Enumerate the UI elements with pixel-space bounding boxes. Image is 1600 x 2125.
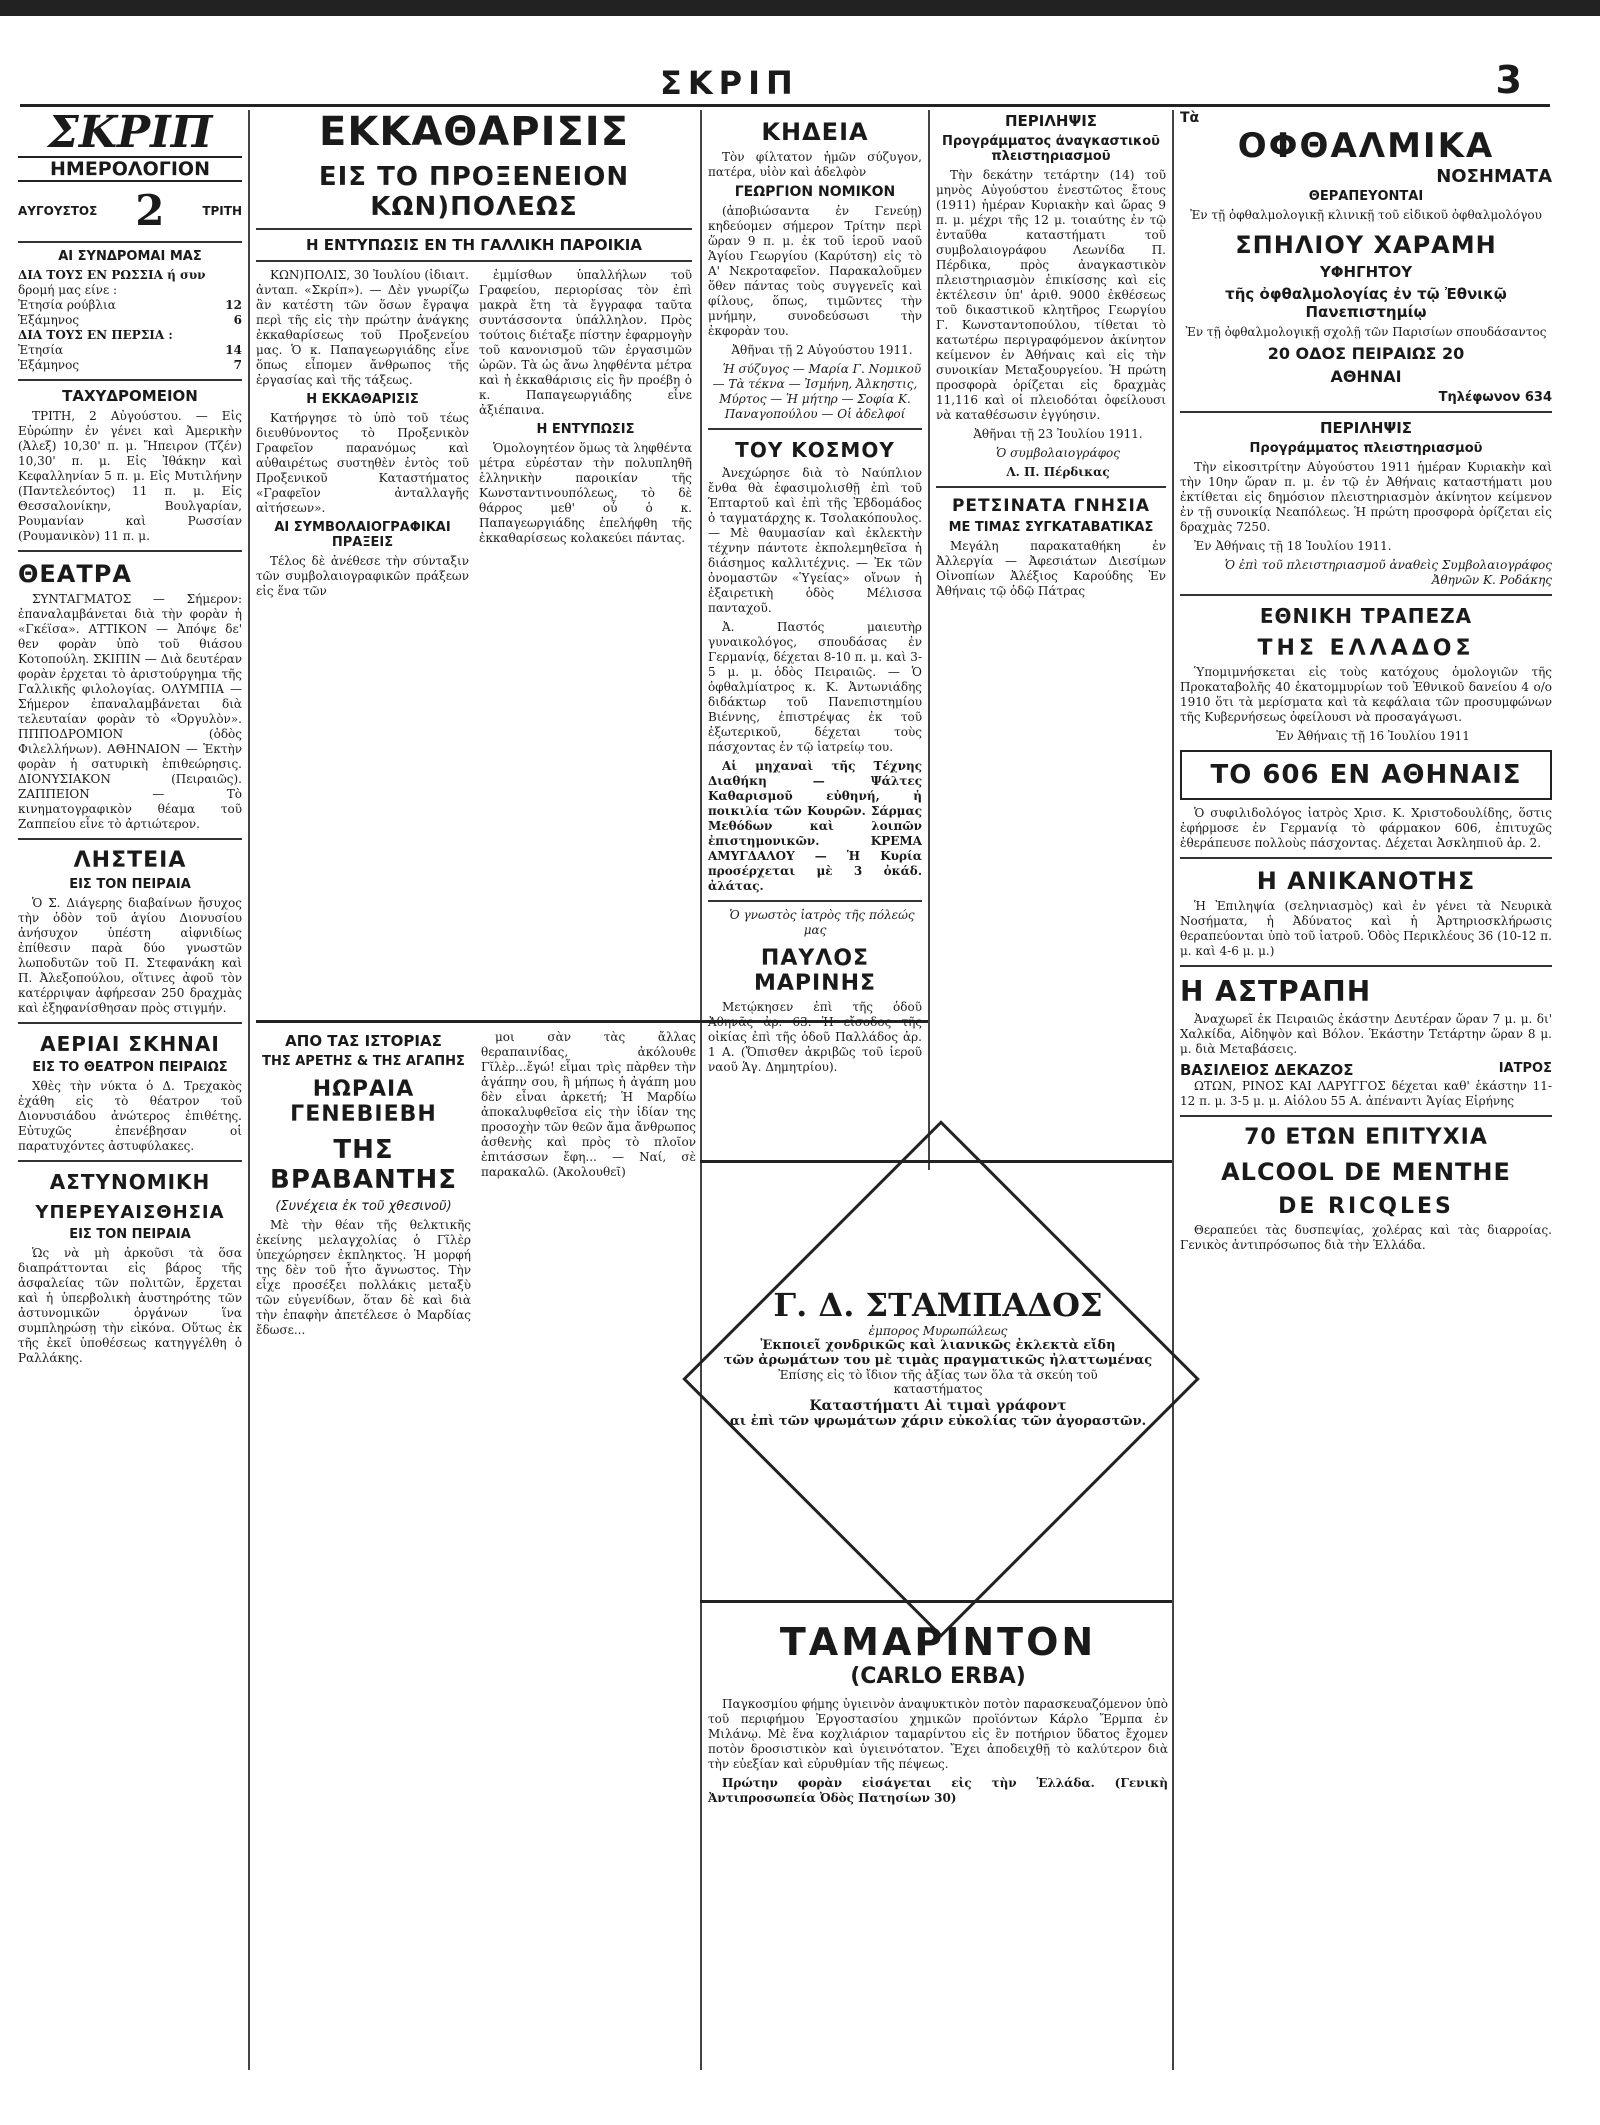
auction-sign-role: Ὁ συμβολαιογράφος [996,446,1120,460]
bank-title: ΕΘΝΙΚΗ ΤΡΑΠΕΖΑ [1259,604,1473,628]
stampados-ad [708,1176,1168,1576]
robbery-text: Ὁ Σ. Διάγερης διαβαίνων ἤσυχος τὴν ὁδὸν τοῦ ἁγίου Διονυσίου ἀνήσυχον ὑπέστη αἰφνιδίως ἐπίθεσιν παρὰ δύο γνωστῶν λωποδυτῶν τοῦ Π. Στεφανάκη καὶ Π. Ἀλεξοπούλου, οἵτινες ἀφοῦ τὸν κατέρριψαν ἀφήρεσαν 250 δραχμὰς καὶ ἐξηφανίσθησαν πρὸς στιγμήν. [18,896,242,1015]
subscriptions-title: ΑΙ ΣΥΝΔΡΟΜΑΙ ΜΑΣ [58,249,202,264]
row-label: Ἐτησία [18,343,64,357]
divider [708,428,922,430]
divider [1180,411,1552,413]
column-rule [1172,110,1174,2070]
impotence-title: Η ΑΝΙΚΑΝΟΤΗΣ [1256,867,1476,895]
tamarindo-subtitle: (CARLO ERBA) [850,1664,1026,1689]
eye-note: Ἐν τῇ ὀφθαλμολογικῇ σχολῇ τῶν Παρισίων σπουδάσαντος [1185,325,1547,339]
article-title-2: ΕΙΣ ΤΟ ΠΡΟΞΕΝΕΙΟΝ ΚΩΝ)ΠΟΛΕΩΣ [318,162,630,222]
novel-col-b [481,1030,696,1342]
divider [936,486,1166,488]
eye-title: ΟΦΘΑΛΜΙΚΑ [1237,126,1495,166]
eye-doctor-tag-2: τῆς ὀφθαλμολογίας ἐν τῷ Ἐθνικῷ Πανεπιστημίῳ [1225,285,1507,321]
stampados-line-2: Ἐκποιεῖ χονδρικῶς καὶ λιανικῶς ἐκλεκτὰ εἴδη [760,1338,1116,1353]
stampados-line-4: Ἐπίσης εἰς τὸ ἴδιον τῆς ἀξίας των ὅλα τὰ σκεύη τοῦ καταστήματος [778,1368,1098,1396]
divider [18,838,242,840]
novel-title: ΗΩΡΑΙΑ ΓΕΝΕΒΙΕΒΗ [290,1077,437,1127]
divider [18,1160,242,1162]
doctor-intro: Ὁ γνωστὸς ἰατρὸς τῆς πόλεώς μας [729,908,915,937]
masthead-rule [20,104,1550,107]
funeral-intro: Τὸν φίλτατον ἡμῶν σύζυγον, πατέρα, υἱὸν καὶ ἀδελφὸν [708,150,922,179]
section-title: Η ΕΚΚΑΘΑΡΙΣΙΣ [306,392,419,407]
auction-sign-name: Λ. Π. Πέρδικας [1006,465,1110,479]
novel-body [256,1030,696,1342]
box-606 [1180,750,1552,800]
auction2-sign: Ὁ ἐπὶ τοῦ πλειστηριασμοῦ ἀναθεὶς Συμβολαιογράφος Ἀθηνῶν Κ. Ροδάκης [1224,558,1552,587]
divider [1180,594,1552,596]
article-title: ΕΚΚΑΘΑΡΙΣΙΣ [319,110,629,155]
calendar-heading: ΗΜΕΡΟΛΟΓΙΟΝ [18,156,242,182]
row-label: Ἐτησία ρούβλια [18,298,116,312]
section-text: Κατήργησε τὸ ὑπὸ τοῦ τέως διευθύνοντος τὸ Προξενικὸν Γραφεῖον παρανόμως καὶ αὐθαιρέτως συστηθὲν ἐντὸς τοῦ Προξενικοῦ Καταστήματος «Γραφεῖον ἀνταλλαγῆς αἰτήσεων». [256,411,469,515]
divider [1180,965,1552,967]
police-subtitle: ΕΙΣ ΤΟΝ ΠΕΙΡΑΙΑ [69,1227,191,1242]
masthead [0,58,1600,104]
robbery-subtitle: ΕΙΣ ΤΟΝ ΠΕΙΡΑΙΑ [69,877,191,892]
article-col-a [256,268,469,603]
theatres-text: ΣΥΝΤΑΓΜΑΤΟΣ — Σήμερον: ἐπαναλαμβάνεται διὰ τὴν φορὰν ἡ «Γκέϊσα». ΑΤΤΙΚΟΝ — Ἀπόψε δε' θεν φορὰν ὑπὸ τοῦ θιάσου Κοτοπούλη. ΣΚΙΠΙΝ — Διὰ δευτέραν φορὰν ἐρχεται τὸ ἀριστούργημα τῆς Γαλλικῆς φιλολογίας. ΟΛΥΜΠΙΑ — Σήμερον ἐπαναλαμβάνεται διὰ τελευταίαν φορὰν τὸ «Ὀργυλὸν». ΠΠΠΟΔΡΟΜΙΟΝ (ὁδὸς Φιλελλήνων). ΑΘΗΝΑΙΟΝ — Ἑκτὴν φορὰν ἡ σατυρικὴ ἐπιθεώρησις. ΔΙΟΝΥΣΙΑΚΟΝ (Πειραιῶς). ΖΑΠΠΕΙΟΝ — Τὸ κινηματογραφικὸν θέαμα τοῦ Ζαππείου εἶνε τὸ ἀρτιώτερον. [18,592,242,831]
column-rule [700,110,702,2070]
bank-date: Ἐν Ἀθήναις τῇ 16 Ἰουλίου 1911 [1276,729,1470,743]
column-obituary [708,110,922,1160]
auction-subtitle: Προγράμματος ἀναγκαστικοῦ πλειστηριασμοῦ [942,134,1160,164]
funeral-text: (ἀποβιώσαντα ἐν Γενεύῃ) κηδεύομεν σήμερον Τρίτην περὶ ὥραν 9 π. μ. ἐκ τοῦ ἱεροῦ ναοῦ Ἁγίου Γεωργίου (Καρύτση) εἰς τὸ Α' Νεκροταφεῖον. Παρακαλοῦμεν ὅθεν πάντας τοὺς συγγενεῖς καὶ φίλους, ὅπως, τιμῶντες τὴν μνήμην, συνοδεύσωσι τὴν ἐκφορὰν του. [708,204,922,338]
impotence-text: Ἡ Ἐπιληψία (σεληνιασμὸς) καὶ ἐν γένει τὰ Νευρικὰ Νοσήματα, ἡ Ἀδύνατος καὶ ἡ Ἀρτηριοσκλήρωσις θεραπεύονται ὑπὸ τοῦ ἰατροῦ. Ὁδὸς Περικλέους 36 (10-12 π. μ. καὶ 4-6 μ. μ.) [1180,899,1552,958]
article-subtitle: Η ΕΝΤΥΠΩΣΙΣ ΕΝ ΤΗ ΓΑΛΛΙΚΗ ΠΑΡΟΙΚΙΑ [306,236,642,254]
section-title-2: ΑΙ ΣΥΜΒΟΛΑΙΟΓΡΑΦΙΚΑΙ ΠΡΑΞΕΙΣ [274,520,451,550]
dekazos-role: ΙΑΤΡΟΣ [1498,1061,1552,1076]
tamarindo-text: Παγκοσμίου φήμης ὑγιεινὸν ἀναψυκτικὸν ποτὸν παρασκευαζόμενον ὑπὸ τοῦ περιφήμου Ἐργοστασίου χημικῶν προϊόντων Κάρλο Ἔρμπα ἐν Μιλάνῳ. Μὲ ἕνα κοχλιάριον ταμαρίντου εἰς ἓν ποτήριον ὕδατος ἔχομεν ποτὸν δροσιστικὸν καὶ ὑγιεινότατον. Ἔχει ἀποδειχθῇ τὸ καλύτερον διὰ τὴν εὐεξίαν καὶ εὐρυθμίαν τῆς πέψεως. [708,1697,1168,1771]
subscription-row [18,313,242,328]
section-text-2: Τέλος δὲ ἀνέθεσε τὴν σύνταξιν τῶν συμβολαιογραφικῶν πράξεων εἰς ἕνα τῶν [256,554,469,598]
column-rule [248,110,250,2070]
subscriptions-russia: ΔΙΑ ΤΟΥΣ ΕΝ ΡΩΣΣΙΑ ή συν [18,268,206,282]
weekday: ΤΡΙΤΗ [202,203,242,218]
row-value: 7 [233,358,242,372]
impression-text: Ὁμολογητέον ὅμως τὰ ληφθέντα μέτρα εὐρέσταν τὴν πολυπληθῆ ἑλληνικὴν παροικίαν τῆς Κωνσταντινουπόλεως, τὸ δὲ θάρρος μεθ' οὗ ὁ κ. Παπαγεωργιάδης ἐπελήφθη τῆς ἐκκαθαρίσεως κολακεύει πάντας. [479,441,692,545]
column-left [18,110,242,2070]
eye-intro: Ἐν τῇ ὀφθαλμολογικῇ κλινικῇ τοῦ εἰδικοῦ ὀφθαλμολόγου [1190,208,1542,222]
theatres-title: ΘΕΑΤΡΑ [18,560,132,588]
auction-date: Ἀθῆναι τῇ 23 Ἰουλίου 1911. [973,427,1143,441]
row-label: Ἑξάμηνος [18,313,80,327]
auction2-title: ΠΕΡΙΛΗΨΙΣ [1319,419,1413,437]
column-rule [928,110,930,1170]
divider [1180,1115,1552,1117]
eye-top: Τὰ [1180,110,1200,126]
police-title: ΑΣΤΥΝΟΜΙΚΗ [49,1170,211,1194]
retsina-text: Μεγάλη παρακαταθήκη ἐν Ἀλλεργία — Ἀφεσιάτων Διεσίμων Οἰνοπίων Ἀλέξιος Καρούδης Ἐν Ἀθήναις τῷ ὁδῷ Πάτρας [936,539,1166,598]
auction-title: ΠΕΡΙΛΗΨΙΣ [1004,112,1098,130]
funeral-family: Ἡ σύζυγος — Μαρία Γ. Νομικοῦ — Τὰ τέκνα — Ἰσμήνη, Ἀλκηστις, Μύρτος — Ἡ μήτηρ — Σοφία Κ. Παναγοπούλου — Οἱ ἀδελφοί [712,362,922,421]
novel-header: ΑΠΟ ΤΑΣ ΙΣΤΟΡΙΑΣ [285,1032,442,1050]
dekazos-name: ΒΑΣΙΛΕΙΟΣ ΔΕΚΑΖΟΣ [1180,1061,1354,1079]
alcool-title: ALCOOL DE MENTHE [1221,1158,1511,1186]
day: 2 [135,186,165,235]
stampados-line-6: αι ἐπὶ τῶν ψρωμάτων χάριν εὐκολίας τῶν ἀγοραστῶν. [729,1414,1147,1429]
society-title: ΤΟΥ ΚΟΣΜΟΥ [735,438,895,462]
dekazos-header [1180,1061,1552,1079]
aerial-text: Χθὲς τὴν νύκτα ὁ Δ. Τρεχακὸς ἐχάθη εἰς τὸ θέατρον τοῦ Διονυσιάδου ἀνώτερος ἐπιθέτης. Εὐτυχῶς ἐπενέβησαν οἱ παρατυχόντες ἀστυφύλακες. [18,1079,242,1153]
alcool-brand: DE RICQLES [1278,1194,1454,1219]
stampados-line-5: Καταστήματι Αἰ τιμαὶ γράφοντ [809,1398,1067,1414]
aerial-title: ΑΕΡΙΑΙ ΣΚΗΝΑΙ [40,1032,220,1056]
auction-text: Τὴν δεκάτην τετάρτην (14) τοῦ μηνὸς Αὐγούστου ἐνεστῶτος ἔτους (1911) ἡμέραν Κυριακὴν καὶ ὥρας 9 π. μ. μέχρι τῆς 12 μ. τοιαύτης ἐν τῷ ἐνταῦθα καταστήματι τοῦ συμβολαιογράφου Λεωνίδα Π. Πέρδικα, πρὸς ἀναγκαστικὸν πλειστηριασμὸν ἐπικίσσης καὶ εἰς ἐκτέλεσιν ὑπ' ἀριθ. 9000 ἐκθέσεως τοῦ δικαστικοῦ κλητῆρος Γεωργίου Γ. Κωνσταντοπούλου, τίθεται τὸ κατωτέρω περιγραφόμενον ἀκίνητον κείμενον ἐν Ἀθήναις καὶ εἰς τὴν συνοικίαν Μεταξουργείου. Ἡ πρώτη προσφορὰ ὁρίζεται εἰς δραχμὰς 11,116 καὶ οἱ πλειοδόται ὀφείλουσι νὰ καταθέσωσιν ἐγγύησιν. [936,168,1166,422]
bank-text: Ὑπομιμνήσκεται εἰς τοὺς κατόχους ὁμολογιῶν τῆς Προκαταβολῆς 40 ἑκατομμυρίων τοῦ Ἐθνικοῦ δανείου 4 ο/ο 1910 ὅτι τὰ μερίσματα καὶ τὰ κεφάλαια τῶν προσυμφώνων τῆς Κυβερνήσεως ὀφείλουσι νὰ προσαγάγωσι. [1180,665,1552,724]
eye-doctor-tag: ΥΦΗΓΗΤΟΥ [1319,263,1413,281]
eye-doctor-name: ΣΠΗΛΙΟΥ ΧΑΡΑΜΗ [1235,231,1497,259]
auction2-subtitle: Προγράμματος πλειστηριασμοῦ [1249,441,1483,456]
novel-title-2: ΤΗΣ ΒΡΑΒΑΝΤΗΣ [270,1135,457,1195]
stampados-line-3: τῶν ἀρωμάτων του μὲ τιμὰς πραγματικῶς ἠλαττωμένας [723,1353,1153,1368]
society-text-2: Ἀ. Παστός μαιευτὴρ γυναικολόγος, σπουδάσας ἐν Γερμανίᾳ, δέχεται 8-10 π. μ. καὶ 3-5 μ. μ. ὁδὸς Πειραιῶς. — Ὁ ὀφθαλμίατρος κ. Κ. Ἀντωνιάδης διδάκτωρ τοῦ Πανεπιστημίου Βιέννης, ἐπιστρέψας ἐκ τοῦ ἐξωτερικοῦ, δέχεται τοὺς πάσχοντας ἐν τῷ ἰατρείῳ του. [708,620,922,754]
subscriptions-russia-2: δρομή μας είνε : [18,283,118,297]
subscription-row [18,358,242,373]
stampados-ad-text [708,1176,1168,1576]
tamarindo-footer: Πρώτην φορὰν εἰσάγεται εἰς τὴν Ἑλλάδα. (Γενικὴ Ἀντιπροσωπεία Ὀδὸς Πατησίων 30) [708,1776,1168,1805]
novel-continued: (Συνέχεια ἐκ τοῦ χθεσινοῦ) [275,1199,452,1214]
dekazos-text: ΩΤΩΝ, ΡΙΝΟΣ ΚΑΙ ΛΑΡΥΓΓΟΣ δέχεται καθ' ἑκάστην 11-12 π. μ. 3-5 μ. μ. Αἰόλου 55 Α. ἀπέναντι Ἁγίας Εἰρήνης [1180,1079,1552,1108]
stampados-line-1: ἐμπορος Μυρωπώλεως [868,1324,1008,1338]
divider [708,900,922,902]
society-text-3: Αἱ μηχαναὶ τῆς Τέχνης Διαθήκη — Ψάλτες Καθαρισμοῦ εὐθηνή, ἡ ποικιλία τῶν Κουρῶν. Σάρμας Μεθόδων καὶ λοιπῶν ἐπιστημονικῶν. ΚΡΕΜΑ ΑΜΥΓΔΑΛΟΥ — Ἡ Κυρία προσέρχεται μὲ 3 ὀκάδ. ἀλάτας. [708,759,922,893]
divider [256,228,692,230]
box-606-title: ΤΟ 606 ΕΝ ΑΘΗΝΑΙΣ [1210,760,1522,790]
divider [18,1022,242,1024]
funeral-name: ΓΕΩΡΓΙΟΝ ΝΟΜΙΚΟΝ [734,184,896,200]
eye-cure: ΘΕΡΑΠΕΥΟΝΤΑΙ [1308,189,1424,204]
eye-title-2: ΝΟΣΗΜΑΤΑ [1436,166,1552,187]
funeral-date: Ἀθῆναι τῇ 2 Αὐγούστου 1911. [731,343,913,357]
page-number: 3 [1495,58,1522,102]
divider [18,550,242,552]
row-value: 6 [233,313,242,327]
novel-text: Μὲ τὴν θέαν τῆς θελκτικῆς ἐκείνης μελαγχολίας ὁ Γῖλὲρ ὑπεχώρησεν ἐκπληκτος. Ἡ μορφή της δὲν τοῦ ἦτο ἄγνωστος. Τὴν εἶχε προσέξει πολλάκις μεταξὺ τῶν εὐγενίδων, ὅταν δὲ καὶ διὰ τὴν ἐπαφὴν ἀπετέλεσε ὁ Μαρδίας ἔδωσε... [256,1218,471,1337]
main-article [256,110,692,1020]
auction2-date: Ἐν Ἀθήναις τῇ 18 Ἰουλίου 1911. [1194,539,1392,553]
aerial-subtitle: ΕΙΣ ΤΟ ΘΕΑΤΡΟΝ ΠΕΙΡΑΙΩΣ [32,1060,228,1075]
top-edge-bar [0,0,1600,16]
article-text-right: ἐμμίσθων ὑπαλλήλων τοῦ Γραφείου, περιορίσας τὸν ἐπὶ μακρὰ ἔτη τὰ ἔγγραφα ταῦτα συντάσσοντα ὑπάλληλον. Πρὸς τούτοις διέταξε πίστην ἐφαρμογὴν τοῦ κανονισμοῦ τῶν ἐργασιμῶν ὡρῶν. Τὰ ὡς ἄνω ληφθέντα μέτρα καὶ ἡ ἐκκαθάρισις εἰς ἣν προέβη ὁ κ. Παπαγεωργιάδης εἶνε ἀξιέπαινα. [479,268,692,417]
calendar-logo: ΣΚΡΙΠ [47,110,213,158]
divider [18,379,242,381]
alcool-text: Θεραπεύει τὰς δυσπεψίας, χολέρας καὶ τὰς διαρροίας. Γενικὸς ἀντιπρόσωπος διὰ τὴν Ἑλλάδα. [1180,1223,1552,1252]
tamarindo-ad [708,1620,1168,1810]
box-606-text: Ὁ συφιλιδολόγος ἰατρὸς Χρισ. Κ. Χριστοδουλίδης, ὅστις ἐφήρμοσε ἐν Γερμανίᾳ τὸ φάρμακον 606, ἐπιτυχῶς ἐθεράπευσε πολλοὺς πάσχοντας. Δέχεται Ἀσκληπιοῦ ἀρ. 2. [1180,806,1552,850]
section-rule [700,1600,1172,1603]
row-value: 14 [225,343,242,357]
month: ΑΥΓΟΥΣΤΟΣ [18,203,98,218]
auction2-text: Τὴν εἰκοσιτρίτην Αὐγούστου 1911 ἡμέραν Κυριακὴν καὶ τὴν 10ην ὥραν π. μ. ἐν τῷ ἐν Ἀθήναις καταστήματι μου ἐκτίθεται εἰς δημόσιον πλειστηριασμὸν ἀκίνητον κείμενον ἐν τῇ συνοικίᾳ Νεαπόλεως. Ἡ πρώτη προσφορὰ ὁρίζεται εἰς δραχμὰς 7250. [1180,460,1552,534]
doctor-name: ΠΑΥΛΟΣ ΜΑΡΙΝΗΣ [753,946,877,996]
article-body [256,268,692,603]
robbery-title: ΛΗΣΤΕΙΑ [73,848,187,873]
astrapi-text: Ἀναχωρεῖ ἐκ Πειραιῶς ἑκάστην Δευτέραν ὥραν 7 μ. μ. δι' Χαλκίδα, Αἰδηψὸν καὶ Βόλον. Ἑκάστην Τετάρτην ὥραν 8 μ. μ. διὰ Μεταβάσεις. [1180,1012,1552,1056]
subscription-row [18,298,242,313]
eye-address: 20 ΟΔΟΣ ΠΕΙΡΑΙΩΣ 20 [1267,344,1465,363]
article-col-b [479,268,692,603]
novel-col-a [256,1030,471,1342]
column-auction [936,110,1166,1160]
row-value: 12 [225,298,242,312]
impression-title: Η ΕΝΤΥΠΩΣΙΣ [536,422,635,437]
column-right [1180,110,1552,2070]
post-title: ΤΑΧΥΔΡΟΜΕΙΟΝ [62,387,198,405]
astrapi-title: Η ΑΣΤΡΑΠΗ [1180,975,1372,1008]
retsina-title: ΡΕΤΣΙΝΑΤΑ ΓΝΗΣΙΑ [951,496,1151,516]
subscriptions-persia: ΔΙΑ ΤΟΥΣ ΕΝ ΠΕΡΣΙΑ : [18,328,173,342]
stampados-name: Γ. Δ. ΣΤΑΜΠΑΔΟΣ [773,1286,1103,1324]
novel-text-2: μοι σὰν τὰς ἄλλας θεραπαινίδας, ἀκόλουθε Γῖλὲρ...ἔγώ! εἶμαι τρὶς πὰρθεν τὴν ἀγάπην σου, ἢ μήπως ἡ ἀγάπη μου δὲν εἶναι ἀρκετή; Ἡ Μαρδίω ἀποκαλυφθεῖσα εἰς τὴν ἰδίαν της προσοχὴν τῶν θεῶν ἄμα ἄνθρωπος ἀσθενὴς καὶ πρὸς τὸ πλοῖον ἐπιτάσσων ἔφη... — Ναί, σὲ παρακαλῶ. (Ἀκολουθεῖ) [481,1030,696,1179]
bank-title-2: ΤΗΣ ΕΛΛΑΔΟΣ [1257,636,1475,661]
article-text: ΚΩΝ)ΠΟΛΙΣ, 30 Ἰουλίου (ἰδιαιτ. ἀνταπ. «Σκρίπ»). — Δὲν γνωρίζω ἂν κατέστη τῶν ὅσων ἔγραψα περὶ τῆς εἰς τὴν πρώτην ἀνάγκης ἐκκαθαρίσεως τοῦ Προξενείου μας. Ὁ κ. Παπαγεωργιάδης εἶνε ὅπως εἶπομεν ἄνθρωπος τῆς ἐργασίας καὶ τῆς τάξεως. [256,268,469,387]
doctor-text: Μετῴκησεν ἐπὶ τῆς ὁδοῦ Ἀθηνᾶς ἀρ. 63. Ἡ εἴσοδος τῆς οἰκίας ἐπὶ τῆς ὁδοῦ Παλλάδος ἀρ. 1 Α. (Ὄπισθεν ἀκριβῶς τοῦ ἱεροῦ ναοῦ Ἁγ. Δημητρίου). [708,1000,922,1074]
subscription-row [18,343,242,358]
post-text: ΤΡΙΤΗ, 2 Αὐγούστου. — Εἰς Εὐρώπην ἐν γένει καὶ Ἀμερικὴν (Ἀλεξ) 10,30' π. μ. Ἤπειρον (Τζέν) 10,30' π. μ. Εἰς Ἰθάκην καὶ Κεφαλληνίαν 5 π. μ. Εἰς Μυτιλήνην (Παντελεόντος) 11 π. μ. Εἰς Θεσσαλονίκην, Βουλγαρίαν, Ρουμανίαν καὶ Ρωσσίαν (Ρουμανικὸν) 11 π. μ. [18,409,242,543]
serial-novel [256,1030,696,2070]
row-label: Ἑξάμηνος [18,358,80,372]
police-title-2: ΥΠΕΡΕΥΑΙΣΘΗΣΙΑ [35,1202,225,1223]
date-row [18,186,242,235]
divider [256,260,692,262]
newspaper-name: ΣΚΡΙΠ [660,64,799,102]
divider [18,241,242,243]
tamarindo-title: ΤΑΜΑΡΙΝΤΟΝ [779,1620,1097,1664]
eye-phone: Τηλέφωνον 634 [1438,390,1552,405]
divider [1180,857,1552,859]
funeral-title: ΚΗΔΕΙΑ [761,118,869,146]
novel-header-sub: ΤΗΣ ΑΡΕΤΗΣ & ΤΗΣ ΑΓΑΠΗΣ [262,1054,465,1069]
alcool-tag: 70 ΕΤΩΝ ΕΠΙΤΥΧΙΑ [1244,1125,1488,1150]
police-text: Ὡς νὰ μὴ ἀρκοῦσι τὰ ὅσα διαπράττονται εἰς βάρος τῆς ἀσφαλείας τῶν πολιτῶν, ἔρχεται καὶ ἡ ὑπερβολικὴ ἀυστηρότης τῶν ἀστυνομικῶν ὀργάνων ἵνα συμπληρώσῃ τὴν εἰκόνα. Οὕτως ἐκ τῆς ἐκεῖ ὑποθέσεως κατηγγέλθη ὁ Ραλλάκης. [18,1246,242,1365]
retsina-subtitle: ΜΕ ΤΙΜΑΣ ΣΥΓΚΑΤΑΒΑΤΙΚΑΣ [948,520,1154,535]
society-text: Ἀνεχώρησε διὰ τὸ Ναύπλιον ἔνθα θὰ ἐφασιμολισθῇ ἐπὶ τοῦ Ἑπταρτοῦ καὶ ἐπὶ τῆς Ἑβδομάδος ὁ ταγματάρχης κ. Τσολακόπουλος. — Μὲ θαυμασίαν καὶ ἐκλεκτὴν τέχνην πάντοτε ἐκπολεμηθεῖσα ἡ διάσημος καλλιτέχνις. — Ἐκ τῶν ὀνομαστῶν «Ὑγείας» οἴνων ἡ ἐξαιρετικὴ ὁδὸς Μέλισσα πανταχοῦ. [708,466,922,615]
eye-city: ΑΘΗΝΑΙ [1330,367,1402,386]
